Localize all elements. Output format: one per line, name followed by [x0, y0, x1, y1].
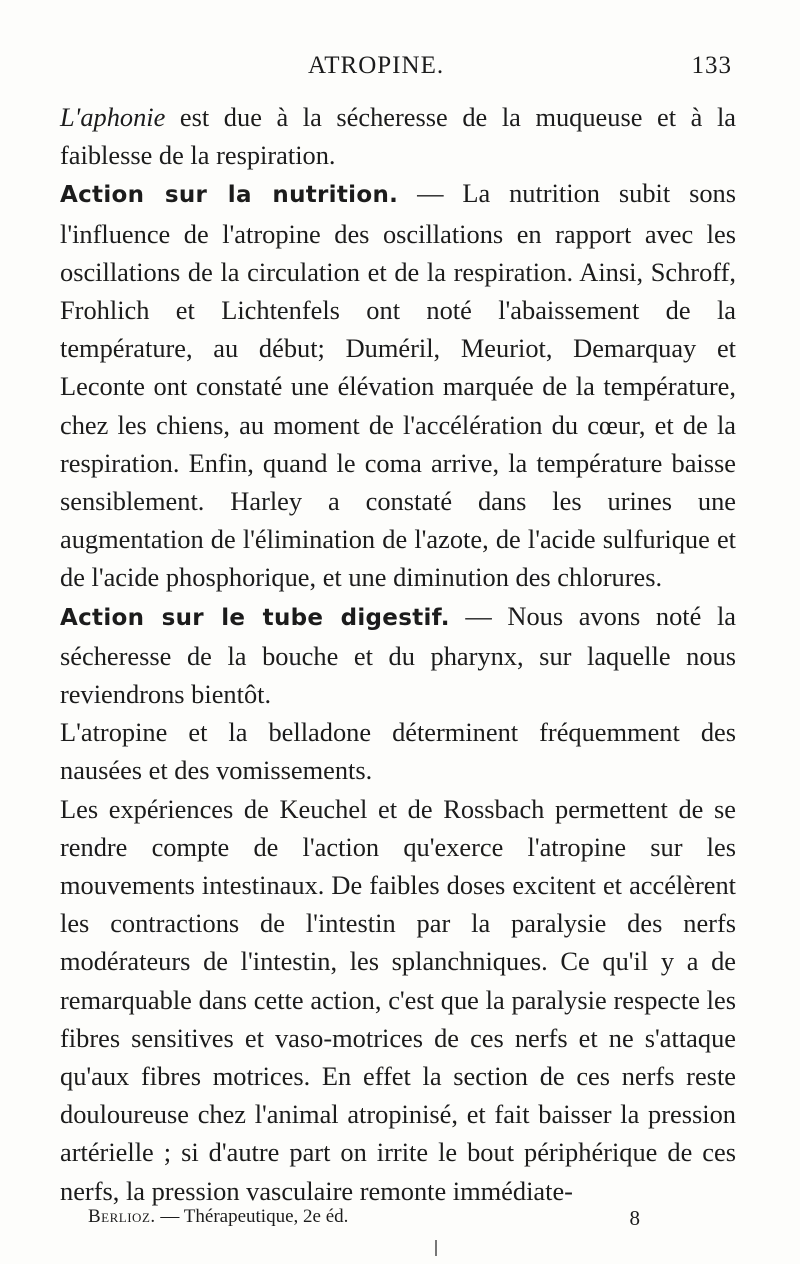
paragraph-text: est due à la sécheresse de la muqueuse et à la faiblesse de la respiration. — [60, 102, 736, 171]
footer-signature-line — [88, 1206, 648, 1236]
section-heading-nutrition: Action sur la nutrition. — [60, 182, 399, 209]
paragraph-text: — La nutrition subit sons l'influence de l'atropine des oscillations en rapport avec les oscillations de la circulation et de la respiration. Ainsi, Schroff, Frohlich et Lichtenfels ont noté l'abaissement de la température, au début; Duméril, Meuriot, Demarquay et Leconte ont constaté une élévation marquée de la température, chez les chiens, au moment de l'accélération du cœur, et de la respiration. Enfin, quand le coma arrive, la température baisse sensiblement. Harley a constaté dans les urines une augmentation de l'élimination de l'azote, de l'acide sulfurique et de l'acide phosphorique, et une diminution des chlorures. — [60, 178, 737, 593]
body-text — [60, 98, 736, 1210]
paragraph-text: L'atropine et la belladone déterminent fréquemment des nausées et des vomissements. — [60, 717, 736, 786]
page-number: 133 — [691, 52, 732, 79]
running-head — [60, 52, 740, 86]
paragraph-text: — Nous avons noté la sécheresse de la bouche et du pharynx, sur laquelle nous reviendrons bientôt. — [60, 600, 736, 710]
footer-author: Berlioz. — [88, 1206, 156, 1227]
paragraph-aphonie — [60, 98, 736, 174]
print-speck — [435, 1240, 437, 1256]
paragraph-text: Les expériences de Keuchel et de Rossbach permettent de se rendre compte de l'action qu'exerce l'atropine sur les mouvements intestinaux. De faibles doses excitent et accélèrent les contractions de l'intestin par la paralysie des nerfs modérateurs de l'intestin, les splanchniques. Ce qu'il y a de remarquable dans cette action, c'est que la paralysie respecte les fibres sensitives et vaso-motrices de ces nerfs et ne s'attaque qu'aux fibres motrices. En effet la section de ces nerfs reste douloureuse chez l'animal atropinisé, et fait baisser la pression artérielle ; si d'autre part on irrite le bout périphérique de ces nerfs, la pression vasculaire remonte immédiate- — [60, 793, 736, 1206]
signature-mark: 8 — [629, 1206, 640, 1230]
paragraph-nausees — [60, 713, 736, 789]
paragraph-experiences — [60, 790, 736, 1210]
paragraph-tube-digestif — [60, 597, 736, 714]
footer-title: — Thérapeutique, 2e éd. — [155, 1206, 349, 1227]
section-heading-tube-digestif: Action sur le tube digestif. — [60, 604, 450, 631]
paragraph-nutrition — [60, 174, 736, 596]
italic-term: L'aphonie — [60, 102, 166, 132]
running-title: ATROPINE. — [308, 52, 445, 79]
